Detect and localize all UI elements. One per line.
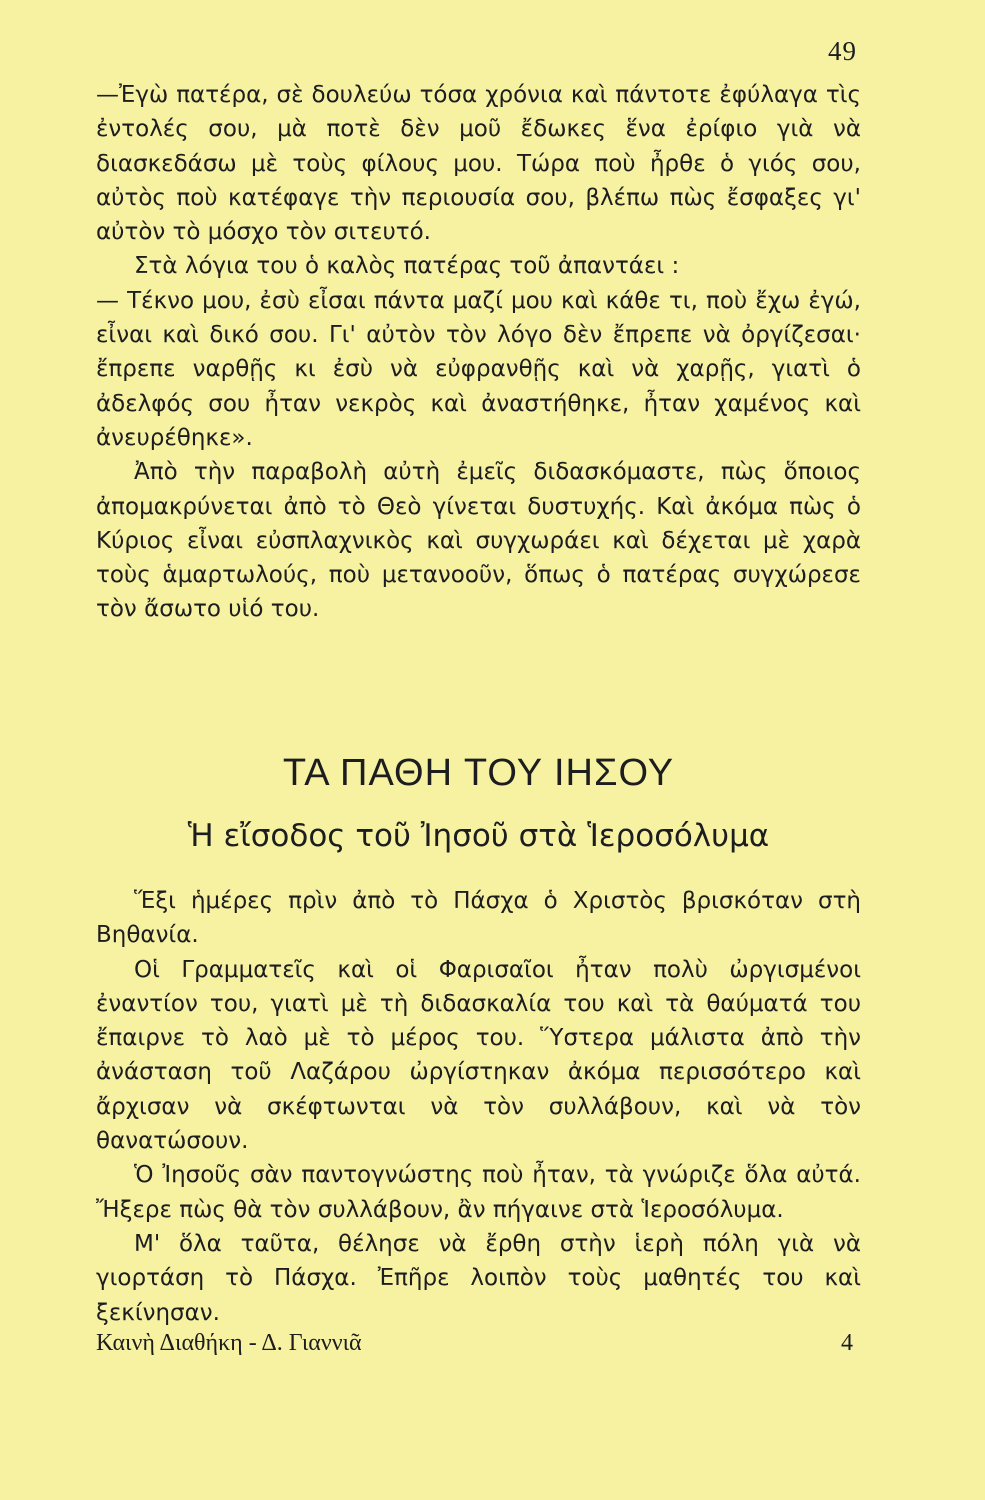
- paragraph-moral: Ἀπὸ τὴν παραβολὴ αὐτὴ ἐμεῖς διδασκόμαστε, πὼς ὅποιος ἀπομακρύνεται ἀπὸ τὸ Θεὸ γίνεται δυστυχής. Καὶ ἀκόμα πὼς ὁ Κύριος εἶναι εὐσπλαχνικὸς καὶ συγχωράει καὶ δέχεται μὲ χαρὰ τοὺς ἁμαρτωλούς, ποὺ μετανοοῦν, ὅπως ὁ πατέρας συγχώρεσε τὸν ἄσωτο υἱό του.: [96, 459, 861, 623]
- footer-signature-mark: 4: [841, 1330, 853, 1356]
- paragraph-father-replies: Στὰ λόγια του ὁ καλὸς πατέρας τοῦ ἀπαντάει :: [134, 253, 680, 280]
- section-title: ΤΑ ΠΑΘΗ ΤΟΥ ΙΗΣΟΥ: [282, 752, 675, 794]
- paragraph-jesus-knew: Ὁ Ἰησοῦς σὰν παντογνώστης ποὺ ἦταν, τὰ γνώριζε ὅλα αὐτά. Ἤξερε πὼς θὰ τὸν συλλάβουν, ἂν πήγαινε στὰ Ἱεροσόλυμα.: [96, 1162, 861, 1223]
- paragraph-bethany: Ἕξι ἡμέρες πρὶν ἀπὸ τὸ Πάσχα ὁ Χριστὸς βρισκόταν στὴ Βηθανία.: [96, 888, 861, 949]
- entry-jerusalem-text: [96, 884, 861, 1330]
- paragraph-journey: Μ' ὅλα ταῦτα, θέλησε νὰ ἔρθη στὴν ἱερὴ πόλη γιὰ νὰ γιορτάση τὸ Πάσχα. Ἐπῆρε λοιπὸν τοὺς μαθητές του καὶ ξεκίνησαν.: [96, 1230, 861, 1326]
- subsection-title: Ἡ εἴσοδος τοῦ Ἰησοῦ στὰ Ἱεροσόλυμα: [187, 818, 770, 854]
- paragraph-scribes-pharisees: Οἱ Γραμματεῖς καὶ οἱ Φαρισαῖοι ἦταν πολὺ ὠργισμένοι ἐναντίον του, γιατὶ μὲ τὴ διδασκαλία του καὶ τὰ θαύματά του ἔπαιρνε τὸ λαὸ μὲ τὸ μέρος του. Ὕστερα μάλιστα ἀπὸ τὴν ἀνάσταση τοῦ Λαζάρου ὠργίστηκαν ἀκόμα περισσότερο καὶ ἄρχισαν νὰ σκέφτωνται νὰ τὸν συλλάβουν, καὶ νὰ τὸν θανατώσουν.: [96, 956, 861, 1155]
- page-number: 49: [828, 36, 857, 66]
- parable-conclusion-text: [96, 78, 861, 627]
- footer-book-title: Καινὴ Διαθήκη - Δ. Γιαννιᾶ: [96, 1330, 362, 1356]
- paragraph-father-speech: — Τέκνο μου, ἐσὺ εἶσαι πάντα μαζί μου καὶ κάθε τι, ποὺ ἔχω ἐγώ, εἶναι καὶ δικό σου. Γι' αὐτὸν τὸν λόγο δὲν ἔπρεπε νὰ ὀργίζεσαι· ἔπρεπε ναρθῇς κι ἐσὺ νὰ εὐφρανθῇς καὶ νὰ χαρῇς, γιατὶ ὁ ἀδελφός σου ἦταν νεκρὸς καὶ ἀναστήθηκε, ἦταν χαμένος καὶ ἀνευρέθηκε».: [96, 287, 861, 451]
- paragraph-elder-son-complaint: —Ἐγὼ πατέρα, σὲ δουλεύω τόσα χρόνια καὶ πάντοτε ἐφύλαγα τὶς ἐντολές σου, μὰ ποτὲ δὲν μοῦ ἔδωκες ἕνα ἐρίφιο γιὰ νὰ διασκεδάσω μὲ τοὺς φίλους μου. Τώρα ποὺ ἦρθε ὁ γιός σου, αὐτὸς ποὺ κατέφαγε τὴν περιουσία σου, βλέπω πὼς ἔσφαξες γι' αὐτὸν τὸ μόσχο τὸν σιτευτό.: [96, 82, 861, 246]
